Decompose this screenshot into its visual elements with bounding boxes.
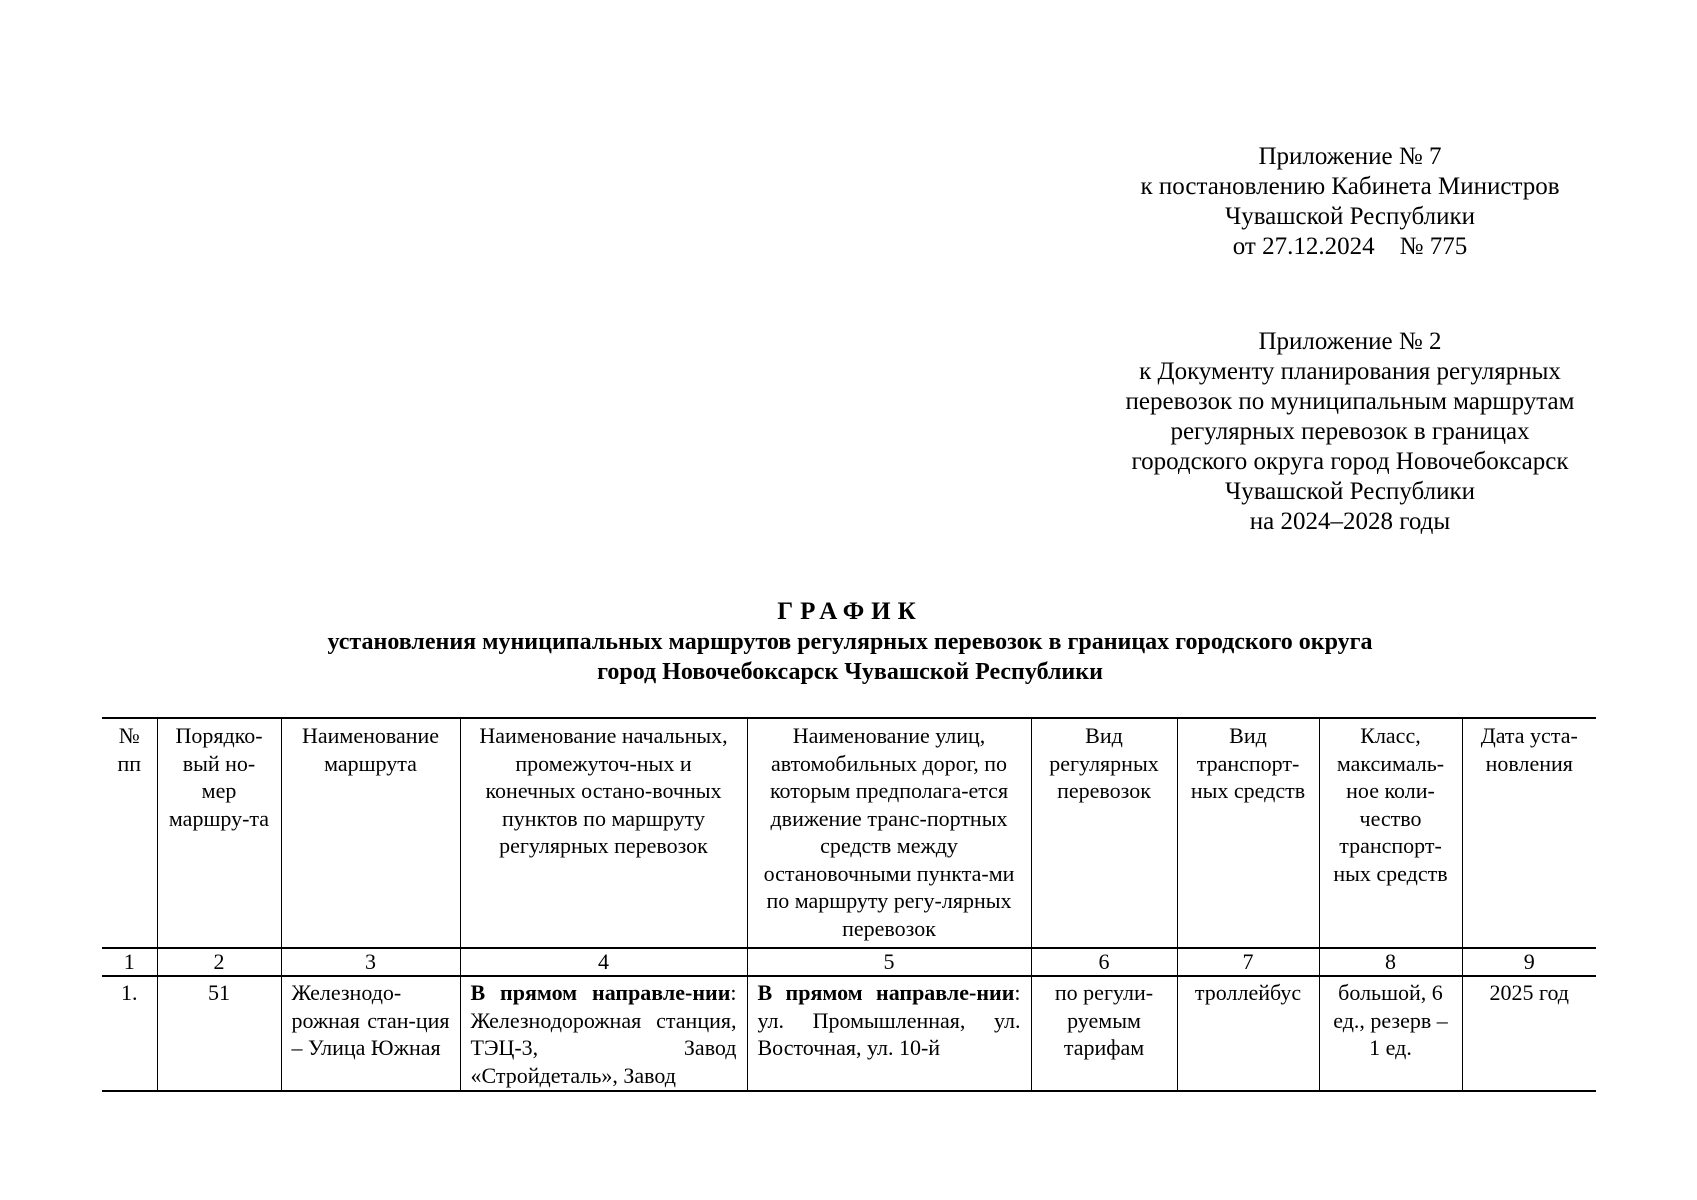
appendix-7-header [1090, 142, 1610, 262]
vehicle-type-cell: троллейбус [1177, 976, 1319, 1091]
column-number-cell: 1 [102, 948, 157, 976]
class-quantity-cell: большой, 6 ед., резерв – 1 ед. [1319, 976, 1462, 1091]
title-main: ГРАФИК [777, 598, 923, 625]
column-number-cell: 6 [1031, 948, 1177, 976]
appendix-2-line: к Документу планирования регулярных [1139, 358, 1561, 385]
column-number-row [102, 948, 1596, 976]
table-header-row [102, 718, 1596, 948]
stops-cell [460, 976, 747, 1091]
appendix-7-line: к постановлению Кабинета Министров [1140, 173, 1560, 200]
appendix-2-line: Приложение № 2 [1258, 328, 1442, 355]
title-line-1: установления муниципальных маршрутов регулярных перевозок в границах городского округа [327, 629, 1373, 655]
appendix-7-line: Приложение № 7 [1258, 143, 1442, 170]
appendix-2-line: перевозок по муниципальным маршрутам [1125, 388, 1575, 415]
route-number-cell: 51 [157, 976, 281, 1091]
header-cell: Наименование начальных, промежуточ-ных и конечных остано-вочных пунктов по маршруту регулярных перевозок [460, 718, 747, 948]
header-cell: Порядко-вый но-мер маршру-та [157, 718, 281, 948]
transport-kind-cell: по регули-руемым тарифам [1031, 976, 1177, 1091]
header-cell: Вид регулярных перевозок [1031, 718, 1177, 948]
stops-text: : Железнодорожная станция, ТЭЦ-3, Завод «Стройдеталь», Завод [470, 980, 737, 1088]
appendix-2-line: на 2024–2028 годы [1249, 508, 1451, 535]
column-number-cell: 4 [460, 948, 747, 976]
header-cell: Вид транспорт-ных средств [1177, 718, 1319, 948]
column-number-cell: 2 [157, 948, 281, 976]
appendix-2-line: городского округа город Новочебоксарск [1131, 448, 1569, 475]
title-line-2: город Новочебоксарск Чувашской Республики [597, 659, 1103, 685]
header-cell: Наименование улиц, автомобильных дорог, по которым предполага-ется движение транс-портных средств между остановочными пункта-ми по маршруту регу-лярных перевозок [747, 718, 1031, 948]
date-cell: 2025 год [1462, 976, 1596, 1091]
appendix-7-line: Чувашской Республики [1224, 203, 1476, 230]
document-title [100, 597, 1600, 687]
row-number-cell: 1. [102, 976, 157, 1091]
column-number-cell: 3 [281, 948, 460, 976]
streets-text: : ул. Промышленная, ул. Восточная, ул. 10-й [757, 980, 1021, 1060]
table-row [102, 976, 1596, 1091]
header-cell: Наименование маршрута [281, 718, 460, 948]
direction-label: В прямом направле-нии [757, 980, 1015, 1005]
route-name-cell: Железнодо-рожная стан-ция – Улица Южная [281, 976, 460, 1091]
schedule-table [102, 717, 1596, 1092]
column-number-cell: 7 [1177, 948, 1319, 976]
appendix-7-line: от 27.12.2024 № 775 [1232, 233, 1468, 260]
header-cell: Класс, максималь-ное коли-чество транспорт-ных средств [1319, 718, 1462, 948]
appendix-2-line: регулярных перевозок в границах [1170, 418, 1530, 445]
direction-label: В прямом направле-нии [470, 980, 731, 1005]
column-number-cell: 5 [747, 948, 1031, 976]
column-number-cell: 8 [1319, 948, 1462, 976]
streets-cell [747, 976, 1031, 1091]
header-cell: № пп [102, 718, 157, 948]
column-number-cell: 9 [1462, 948, 1596, 976]
appendix-2-line: Чувашской Республики [1224, 478, 1476, 505]
appendix-2-header [1090, 327, 1610, 537]
header-cell: Дата уста-новления [1462, 718, 1596, 948]
